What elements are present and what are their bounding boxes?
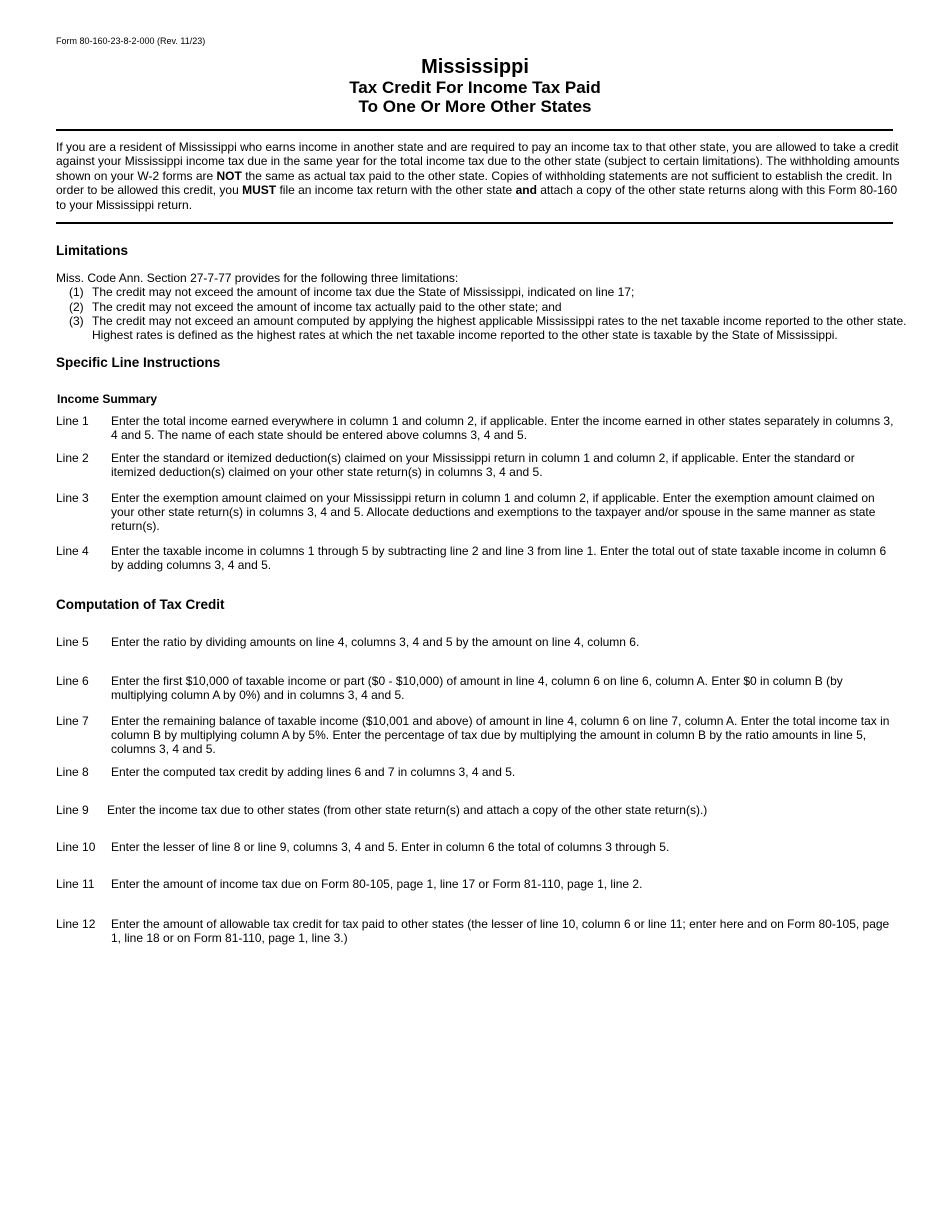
intro-bold-and: and xyxy=(515,183,537,198)
intro-divider xyxy=(56,222,893,224)
line-instruction: Enter the amount of income tax due on Form 80-105, page 1, line 17 or Form 81-110, page 1, line 2. xyxy=(111,877,643,891)
line-label: Line 5 xyxy=(56,635,89,649)
line-label: Line 12 xyxy=(56,917,96,931)
computation-heading: Computation of Tax Credit xyxy=(56,597,225,612)
line-instruction: Enter the amount of allowable tax credit for tax paid to other states (the lesser of line 10, column 6 or line 11; enter here and on Form 80-105, page 1, line 18 or on Form 81-110, page 1, line 3.) xyxy=(111,917,890,945)
line-label: Line 3 xyxy=(56,491,89,505)
line-label: Line 8 xyxy=(56,765,89,779)
form-number: Form 80-160-23-8-2-000 (Rev. 11/23) xyxy=(56,36,206,46)
limitation-text: The credit may not exceed an amount computed by applying the highest applicable Mississippi rates to the net taxable income reported to the other state. Highest rates is defined as the highest rates at which the net taxable income reported to the other state is taxable by the State of Mississippi. xyxy=(92,314,907,342)
limitation-number: (3) xyxy=(69,314,84,328)
line-instruction: Enter the income tax due to other states (from other state return(s) and attach a copy of the other state return(s).) xyxy=(107,803,708,817)
intro-text: file an income tax return with the other state xyxy=(276,183,516,198)
intro-paragraph xyxy=(56,140,906,212)
line-instruction: Enter the remaining balance of taxable income ($10,001 and above) of amount in line 4, column 6 on line 7, column A. Enter the total income tax in column B by multiplying column A by 5%. Enter the percentage of tax due by multiplying the amount in column B by the ratio amounts in line 5, columns 3, 4 and 5. xyxy=(111,714,890,756)
line-label: Line 6 xyxy=(56,674,89,688)
line-instruction: Enter the standard or itemized deduction(s) claimed on your Mississippi return in column 1 and column 2, if applicable. Enter the standard or itemized deduction(s) claimed on your other state return(s) in columns 3, 4 and 5. xyxy=(111,451,855,479)
line-label: Line 2 xyxy=(56,451,89,465)
intro-bold-must: MUST xyxy=(242,183,277,198)
line-instruction: Enter the ratio by dividing amounts on line 4, columns 3, 4 and 5 by the amount on line 4, column 6. xyxy=(111,635,640,649)
line-instruction: Enter the taxable income in columns 1 through 5 by subtracting line 2 and line 3 from line 1. Enter the total out of state taxable income in column 6 by adding columns 3, 4 and 5. xyxy=(111,544,887,572)
limitations-intro: Miss. Code Ann. Section 27-7-77 provides for the following three limitations: xyxy=(56,271,459,285)
line-instruction: Enter the lesser of line 8 or line 9, columns 3, 4 and 5. Enter in column 6 the total of columns 3 through 5. xyxy=(111,840,670,854)
top-divider xyxy=(56,129,893,131)
intro-text: If you are a resident of Mississippi who earns income in another state and are required to pay an income tax to that other state, you are allowed to take a credit against your Mississippi income tax due in the same year for the total income tax due to the other state (subject to certain limitations). The withholding amounts shown on your W-2 forms are xyxy=(56,140,900,183)
intro-text: the same as actual tax paid to the other state. Copies of withholding statements are not sufficient to establish the credit. In order to be allowed this credit, you xyxy=(56,168,893,198)
line-label: Line 9 xyxy=(56,803,89,817)
line-instruction: Enter the first $10,000 of taxable income or part ($0 - $10,000) of amount in line 4, column 6 on line 6, column A. Enter $0 in column B (by multiplying column A by 0%) and in columns 3, 4 and 5. xyxy=(111,674,843,702)
line-label: Line 1 xyxy=(56,414,89,428)
page-title-line2: To One Or More Other States xyxy=(358,97,592,116)
line-instruction: Enter the total income earned everywhere in column 1 and column 2, if applicable. Enter the income earned in other states separately in columns 3, 4 and 5. The name of each state should be entered above columns 3, 4 and 5. xyxy=(111,414,894,442)
income-summary-heading: Income Summary xyxy=(57,392,158,406)
line-label: Line 4 xyxy=(56,544,89,558)
limitation-number: (2) xyxy=(69,300,84,314)
line-label: Line 11 xyxy=(56,877,95,891)
intro-text: attach a copy of the other state returns along with this Form 80-160 to your Mississippi return. xyxy=(56,183,898,212)
limitations-heading: Limitations xyxy=(56,243,129,258)
line-label: Line 7 xyxy=(56,714,89,728)
intro-bold-not: NOT xyxy=(216,168,242,183)
page-title-line1: Tax Credit For Income Tax Paid xyxy=(349,78,601,97)
line-instruction: Enter the computed tax credit by adding lines 6 and 7 in columns 3, 4 and 5. xyxy=(111,765,516,779)
line-instruction: Enter the exemption amount claimed on your Mississippi return in column 1 and column 2, if applicable. Enter the exemption amount claimed on your other state return(s) in columns 3, 4 and 5. Allocate deductions and exemptions to the taxpayer and/or spouse in the same manner as state return(s). xyxy=(111,491,876,533)
line-label: Line 10 xyxy=(56,840,96,854)
specific-instructions-heading: Specific Line Instructions xyxy=(56,355,221,370)
page-title-state: Mississippi xyxy=(421,56,529,78)
limitation-text: The credit may not exceed the amount of income tax actually paid to the other state; and xyxy=(92,300,562,314)
limitation-number: (1) xyxy=(69,285,84,299)
limitation-text: The credit may not exceed the amount of income tax due the State of Mississippi, indicated on line 17; xyxy=(92,285,635,299)
